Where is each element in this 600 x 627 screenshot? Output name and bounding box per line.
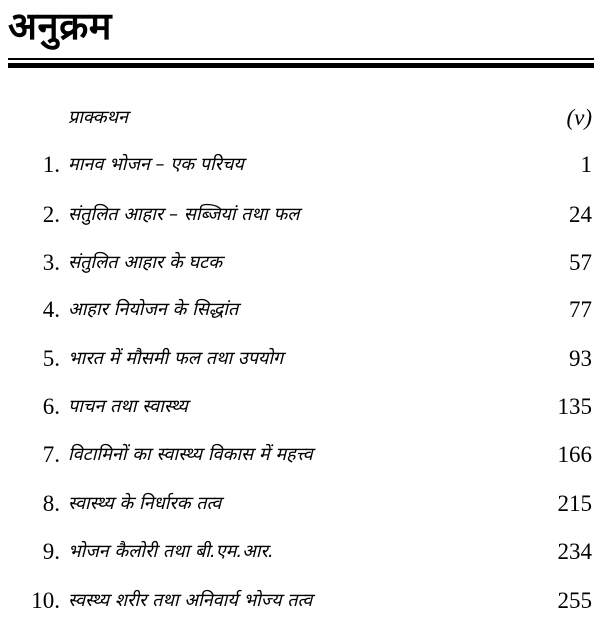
entry-page: 255 bbox=[557, 588, 592, 613]
entry-number: 5. bbox=[42, 346, 60, 371]
entry-page: 1 bbox=[580, 152, 592, 177]
divider-thin bbox=[8, 58, 594, 60]
entry-page: 57 bbox=[569, 250, 592, 275]
entry-title: भोजन कैलोरी तथा बी.एम.आर. bbox=[68, 541, 274, 562]
entry-title: स्वास्थ्य के निर्धारक तत्व bbox=[68, 493, 222, 514]
toc-entry-preface[interactable] bbox=[0, 98, 600, 138]
entry-page: 135 bbox=[557, 394, 592, 419]
entry-page: 234 bbox=[557, 539, 592, 564]
entry-title: पाचन तथा स्वास्थ्य bbox=[68, 396, 188, 417]
entry-title: संतुलित आहार के घटक bbox=[68, 252, 223, 273]
entry-page: 215 bbox=[557, 491, 592, 516]
entry-number: 2. bbox=[42, 202, 60, 227]
entry-page: 166 bbox=[557, 442, 592, 467]
toc-entry-4[interactable] bbox=[0, 290, 600, 330]
toc-entry-1[interactable] bbox=[0, 145, 600, 185]
divider-thick bbox=[8, 63, 594, 68]
entry-title: आहार नियोजन के सिद्धांत bbox=[68, 299, 239, 320]
toc-entry-6[interactable] bbox=[0, 387, 600, 427]
entry-title: संतुलित आहार – सब्जियां तथा फल bbox=[68, 204, 300, 225]
entry-number: 6. bbox=[42, 394, 60, 419]
page-title: अनुक्रम bbox=[8, 4, 113, 48]
entry-number: 9. bbox=[42, 539, 60, 564]
entry-page: 77 bbox=[569, 297, 592, 322]
entry-title: प्राक्कथन bbox=[68, 107, 129, 128]
entry-number: 8. bbox=[42, 491, 60, 516]
toc-entry-8[interactable] bbox=[0, 484, 600, 524]
entry-title: भारत में मौसमी फल तथा उपयोग bbox=[68, 348, 284, 369]
entry-title: स्वस्थ्य शरीर तथा अनिवार्य भोज्य तत्व bbox=[68, 590, 313, 611]
toc-entry-2[interactable] bbox=[0, 195, 600, 235]
toc-entry-3[interactable] bbox=[0, 243, 600, 283]
entry-number: 1. bbox=[42, 152, 60, 177]
toc-entry-9[interactable] bbox=[0, 532, 600, 572]
entry-page: (v) bbox=[566, 105, 592, 130]
entry-number: 10. bbox=[31, 588, 60, 613]
entry-title: विटामिनों का स्वास्थ्य विकास में महत्त्व bbox=[68, 444, 313, 465]
entry-number: 4. bbox=[42, 297, 60, 322]
entry-number: 7. bbox=[42, 442, 60, 467]
toc-entry-5[interactable] bbox=[0, 339, 600, 379]
entry-title: मानव भोजन – एक परिचय bbox=[68, 154, 244, 175]
entry-page: 24 bbox=[569, 202, 592, 227]
entry-number: 3. bbox=[42, 250, 60, 275]
toc-entry-10[interactable] bbox=[0, 581, 600, 621]
toc-entry-7[interactable] bbox=[0, 435, 600, 475]
entry-page: 93 bbox=[569, 346, 592, 371]
